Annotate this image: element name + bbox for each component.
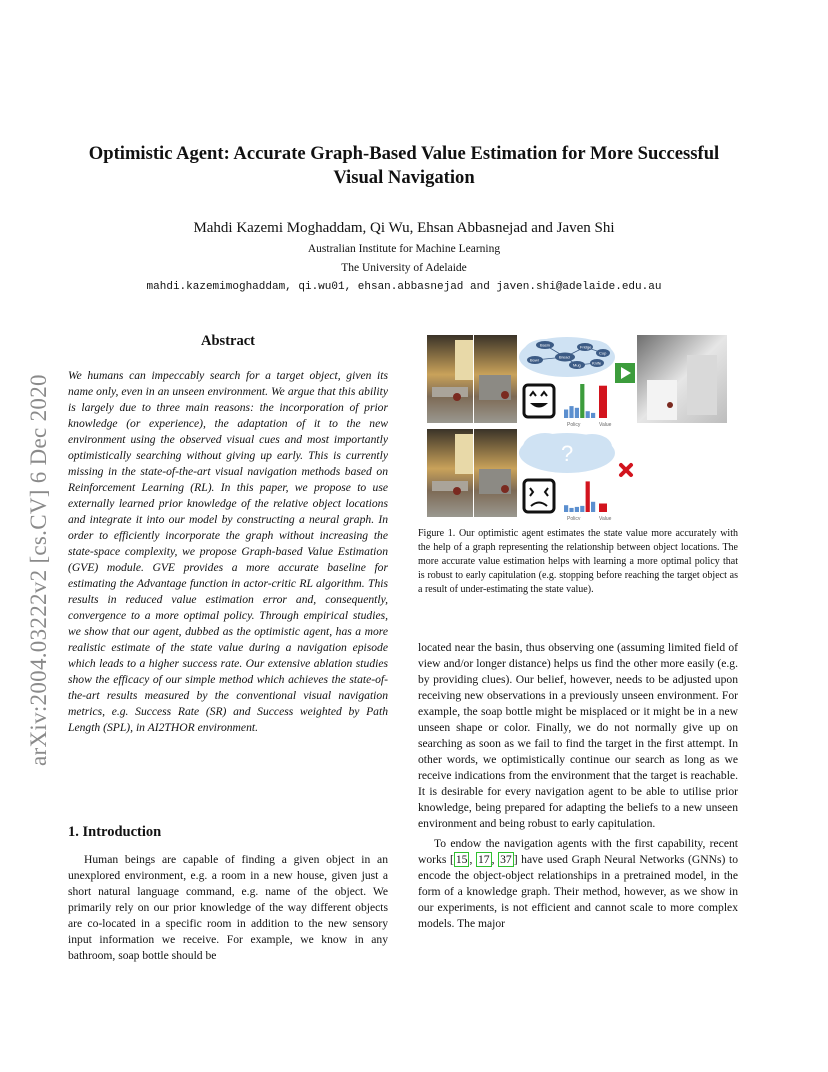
continue-arrow-icon bbox=[615, 363, 635, 383]
graph-node-label: Bowl bbox=[530, 357, 539, 363]
emails: mahdi.kazemimoghaddam, qi.wu01, ehsan.abbasnejad and javen.shi@adelaide.edu.au bbox=[146, 281, 662, 293]
graph-node-label: Cup bbox=[599, 350, 607, 356]
scene-image-top-left bbox=[427, 335, 473, 423]
paper-title bbox=[60, 142, 748, 190]
policy-bar bbox=[586, 481, 590, 512]
graph-node-label: Bread bbox=[559, 354, 570, 360]
figure-caption: Figure 1. Our optimistic agent estimates the state value more accurately with the help of a graph representing the relationship between object locations. The more accurate value estimation helps with learning a more optimal policy that is robust to early capitulation (e.g. stopping before reaching the target object as a result of under-estimating the state value). bbox=[418, 528, 738, 595]
intro-text: Human beings are capable of finding a given object in an unexplored environment, e.g. a room in a new house, given just a short natural language command, e.g. name of the object. We primarily rely on our prior knowledge of the way different objects are co-located in a specific room in addition to the new sensory input information we receive. For example, we know in any bathroom, soap bottle should be bbox=[68, 853, 388, 962]
graph-node-label: Knife bbox=[592, 360, 602, 366]
value-bar bbox=[599, 504, 607, 513]
policy-bar bbox=[575, 408, 579, 418]
policy-bar bbox=[580, 506, 584, 512]
paragraph: located near the basin, thus observing one (assuming limited field of view and/or longer distance) helps us find the other more easily (e.g. by providing clues). Our belief, however, needs to be adjusted upon receiving new observations in a previously unseen environment. For example, the soap bottle might be misplaced or it might be in a new unseen shape or color. Finally, we do not normally give up on searching as soon as we fail to find the target in the first attempt. In other words, we optimistically continue our search as long as we receive indications from the environment that the target is reachable. It is desirable for every navigation agent to be able to utilise prior knowledge, being prepared for adapting the beliefs to a new unseen environment and being robust to early capitulation. bbox=[418, 641, 738, 830]
stop-cross-icon bbox=[621, 465, 631, 475]
intro-heading: 1. Introduction bbox=[68, 824, 162, 840]
policy-bar bbox=[586, 411, 590, 418]
scene-image-top-middle bbox=[474, 335, 517, 423]
policy-bar bbox=[591, 502, 595, 512]
value-label-top: Value bbox=[599, 422, 612, 428]
scene-image-top-right bbox=[637, 335, 727, 423]
policy-bar bbox=[569, 406, 573, 418]
authors: Mahdi Kazemi Moghaddam, Qi Wu, Ehsan Abbasnejad and Javen Shi bbox=[193, 220, 615, 236]
value-bar bbox=[599, 386, 607, 418]
sad-face-icon bbox=[524, 480, 554, 512]
value-label-bottom: Value bbox=[599, 516, 612, 520]
graph-node-label: Mug bbox=[573, 362, 581, 368]
policy-label-bottom: Policy bbox=[567, 516, 581, 520]
abstract-heading: Abstract bbox=[201, 333, 255, 349]
policy-value-bars-bottom bbox=[564, 481, 607, 512]
citation-link[interactable]: 17 bbox=[477, 853, 490, 866]
arxiv-id: arXiv:2004.03222v2 [cs.CV] 6 Dec 2020 bbox=[26, 374, 51, 766]
graph-node-label: Basin bbox=[540, 342, 551, 348]
citation-link[interactable]: 37 bbox=[500, 853, 512, 866]
policy-bar bbox=[564, 410, 568, 419]
policy-bar bbox=[569, 508, 573, 512]
policy-bar bbox=[564, 505, 568, 512]
right-column-text bbox=[418, 640, 738, 932]
scene-image-bottom-left bbox=[427, 429, 473, 517]
affiliation-2: The University of Adelaide bbox=[341, 262, 467, 274]
scene-image-bottom-middle bbox=[474, 429, 517, 517]
abstract-text: We humans can impeccably search for a target object, given its name only, even in an unseen environment. We argue that this ability is largely due to three main reasons: the incorporation of prior knowledge (or experience), the adaptation of it to the new environment using the observed visual cues and most importantly optimistically searching without giving up early. This is currently missing in the state-of-the-art visual navigation methods based on Reinforcement Learning (RL). In this paper, we propose to use externally learned prior knowledge of the relative object locations and integrate it into our model by constructing a neural graph. In order to efficiently incorporate the graph without increasing the state-space complexity, we propose Graph-based Value Estimation (GVE) module. GVE provides a more accurate baseline for estimating the Advantage function in actor-critic RL algorithm. This results in reduced value estimation error and, consequently, convergence to a more optimal policy. Through empirical studies, we show that our agent, dubbed as the optimistic agent, has a more realistic estimate of the state value during a navigation episode which leads to a higher success rate. Our extensive ablation studies show the efficacy of our simple method which achieves the state-of-the-art results measured by the conventional visual navigation metrics, e.g. Success Rate (SR) and Success weighted by Path Length (SPL), in AI2THOR environment. bbox=[68, 369, 388, 734]
empty-graph-cloud bbox=[519, 433, 615, 473]
paragraph-start: To endow the navigation agents with the first capability, recent works bbox=[418, 837, 738, 866]
arxiv-stamp bbox=[14, 290, 58, 770]
title-line-2: Visual Navigation bbox=[333, 167, 475, 188]
graph-node-label: Fridge bbox=[580, 344, 592, 350]
policy-value-bars-top bbox=[564, 384, 607, 418]
citation-link[interactable]: 15 bbox=[455, 853, 468, 866]
policy-bar bbox=[591, 413, 595, 418]
figure-1 bbox=[427, 335, 727, 520]
policy-label-top: Policy bbox=[567, 422, 581, 428]
paragraph-end: have used Graph Neural Networks (GNNs) to encode the object-object relationships in a pretrained model, in the form of a knowledge graph. Their method, however, as we show in our experiments, is not efficient and cannot scale to more complex models. The major bbox=[418, 853, 739, 930]
title-line-1: Optimistic Agent: Accurate Graph-Based Value Estimation for More Successful bbox=[88, 143, 720, 164]
policy-bar bbox=[575, 507, 579, 512]
knowledge-graph-cloud bbox=[519, 337, 615, 377]
policy-bar bbox=[580, 384, 584, 418]
paragraph: To endow the navigation agents with the first capability, recent works [ 15 , 17 , 37 ] have used Graph Neural Networks (GNNs) to encode the object-object relationships in a pretrained model, in the form of a knowledge graph. Their method, however, as we show in our experiments, is not efficient and cannot scale to more complex models. The major bbox=[418, 837, 739, 930]
question-mark: ? bbox=[561, 441, 574, 466]
happy-face-icon bbox=[524, 385, 554, 417]
affiliation-1: Australian Institute for Machine Learning bbox=[307, 243, 501, 255]
